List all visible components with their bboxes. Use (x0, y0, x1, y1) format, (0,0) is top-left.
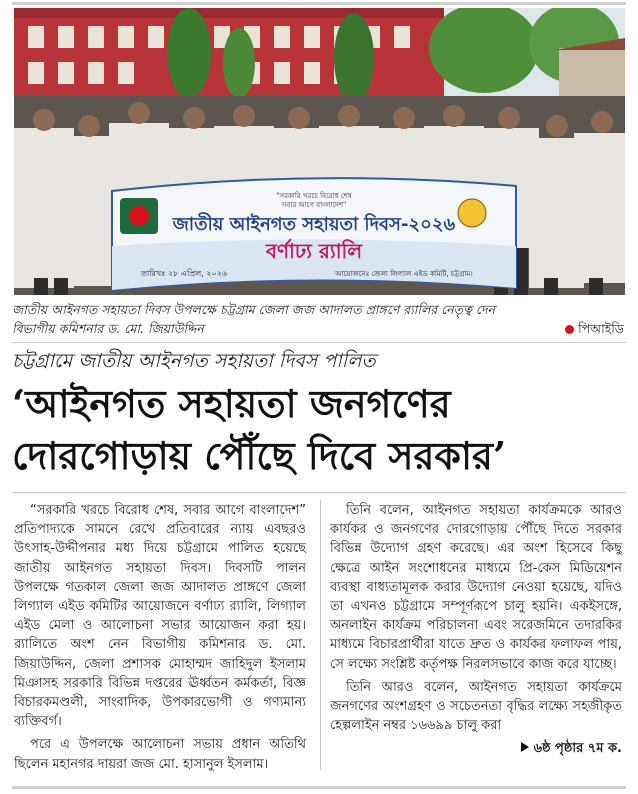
bangladesh-emblem-red-disc (129, 206, 149, 226)
headline (12, 378, 626, 482)
article-column-left (14, 501, 306, 778)
photo-credit (565, 319, 624, 338)
news-photo (14, 8, 625, 295)
caption-separator (12, 342, 626, 343)
rally-banner (112, 178, 516, 290)
banner-slogan-1: "সরকারি খরচে বিরোধ শেষ (276, 192, 352, 200)
photo-caption (12, 300, 624, 338)
headline-line-1: ‘আইনগত সহায়তা জনগণের (12, 381, 451, 426)
article-paragraph: তিনি বলেন, আইনগত সহায়তা কার্যক্রমকে আরও কার্যকর ও জনগণের দোরগোড়ায় পৌঁছে দিতে সরকার বিভিন্ন উদ্যোগ গ্রহণ করেছে। এর অংশ হিসেবে কিছু ক্ষেত্রে আইন সংশোধনের মাধ্যমে প্রি-কেস মিডিয়েশন ব্যবস্থা বাধ্যতামূলক করার উদ্যোগ নেওয়া হয়েছে, যদিও তা এখনও চট্টগ্রামে সম্পূর্ণরূপে চালু হয়নি। একইসঙ্গে, অনলাইন কার্যক্রম পরিচালনা এবং সরেজমিনে তদারকির মাধ্যমে বিচারপ্রার্থীরা যাতে দ্রুত ও কার্যকর ফলাফল পায়, সে লক্ষ্যে সংশ্লিষ্ট কর্তৃপক্ষ নিরলসভাবে কাজ করে যাচ্ছে। (330, 503, 622, 672)
article-paragraph: “সরকারি খরচে বিরোধ শেষ, সবার আগে বাংলাদেশ” প্রতিপাদ্যকে সামনে রেখে প্রতিবারের ন্যায় এবছরও উৎসাহ-উদ্দীপনার মধ্য দিয়ে চট্টগ্রামে পালিত হয়েছে জাতীয় আইনগত সহায়তা দিবস। দিবসটি পালন উপলক্ষে গতকাল জেলা জজ আদালত প্রাঙ্গণে জেলা লিগ্যাল এইড কমিটির আয়োজনে বর্ণাঢ্য র‍্যালি, লিগ্যাল এইড মেলা ও আলোচনা সভার আয়োজন করা হয়। র‍্যালিতে অংশ নেন বিভাগীয় কমিশনার ড. মো. জিয়াউদ্দিন, জেলা প্রশাসক মোহাম্মদ জাহিদুল ইসলাম মিঞাসহ সরকারি বিভিন্ন দপ্তরের ঊর্ধ্বতন কর্মকর্তা, বিজ্ঞ বিচারকমণ্ডলী, সাংবাদিক, উপকারভোগী ও গণ্যমান্য ব্যক্তিবর্গ। (14, 503, 306, 730)
kicker: চট্টগ্রামে জাতীয় আইনগত সহায়তা দিবস পালিত (12, 350, 376, 372)
red-dot-icon (565, 325, 574, 334)
bottom-rule (12, 786, 626, 789)
banner-organizer: আয়োজনেঃ জেলা লিগ্যাল এইড কমিটি, চট্টগ্রাম। (335, 270, 473, 278)
caption-line-1: জাতীয় আইনগত সহায়তা দিবস উপলক্ষে চট্টগ্রাম জেলা জজ আদালত প্রাঙ্গণে র‍্যালির নেতৃত্ব দেন (12, 302, 495, 317)
headline-line-2: দোরগোড়ায় পৌঁছে দিবে সরকার’ (12, 433, 507, 478)
banner-subtitle: বর্ণাঢ্য র‍্যালি (265, 239, 363, 263)
banner-slogan-2: সবার আগে বাংলাদেশ" (281, 201, 347, 209)
banner-date: তারিখঃ ২৮ এপ্রিল, ২০২৬ (140, 269, 228, 278)
continued-on-text: ৬ষ্ঠ পৃষ্ঠার ৭ম ক. (533, 741, 622, 757)
article-paragraph: পরে এ উপলক্ষে আলোচনা সভায় প্রধান অতিথি ছিলেন মহানগর দায়রা জজ মো. হাসানুল ইসলাম। (14, 737, 306, 772)
rally-photo (14, 8, 625, 295)
article-paragraph: তিনি আরও বলেন, আইনগত সহায়তা কার্যক্রমে জনগণের অংশগ্রহণ ও সচেতনতা বৃদ্ধির লক্ষ্যে সহজীকৃত হেল্পলাইন নম্বর ১৬৬৯৯ চালু করা (330, 679, 622, 734)
legal-aid-logo (458, 199, 486, 227)
top-rule (12, 2, 626, 5)
caption-line-2: বিভাগীয় কমিশনার ড. মো. জিয়াউদ্দিন (12, 321, 204, 336)
banner-title: জাতীয় আইনগত সহায়তা দিবস-২০২৬ (172, 214, 456, 235)
article-column-right (330, 501, 622, 759)
headline-separator (12, 492, 626, 493)
column-divider (320, 500, 321, 770)
photo-credit-text: পিআইডি (578, 321, 624, 336)
continued-on (330, 739, 622, 758)
arrow-right-icon (521, 742, 529, 752)
